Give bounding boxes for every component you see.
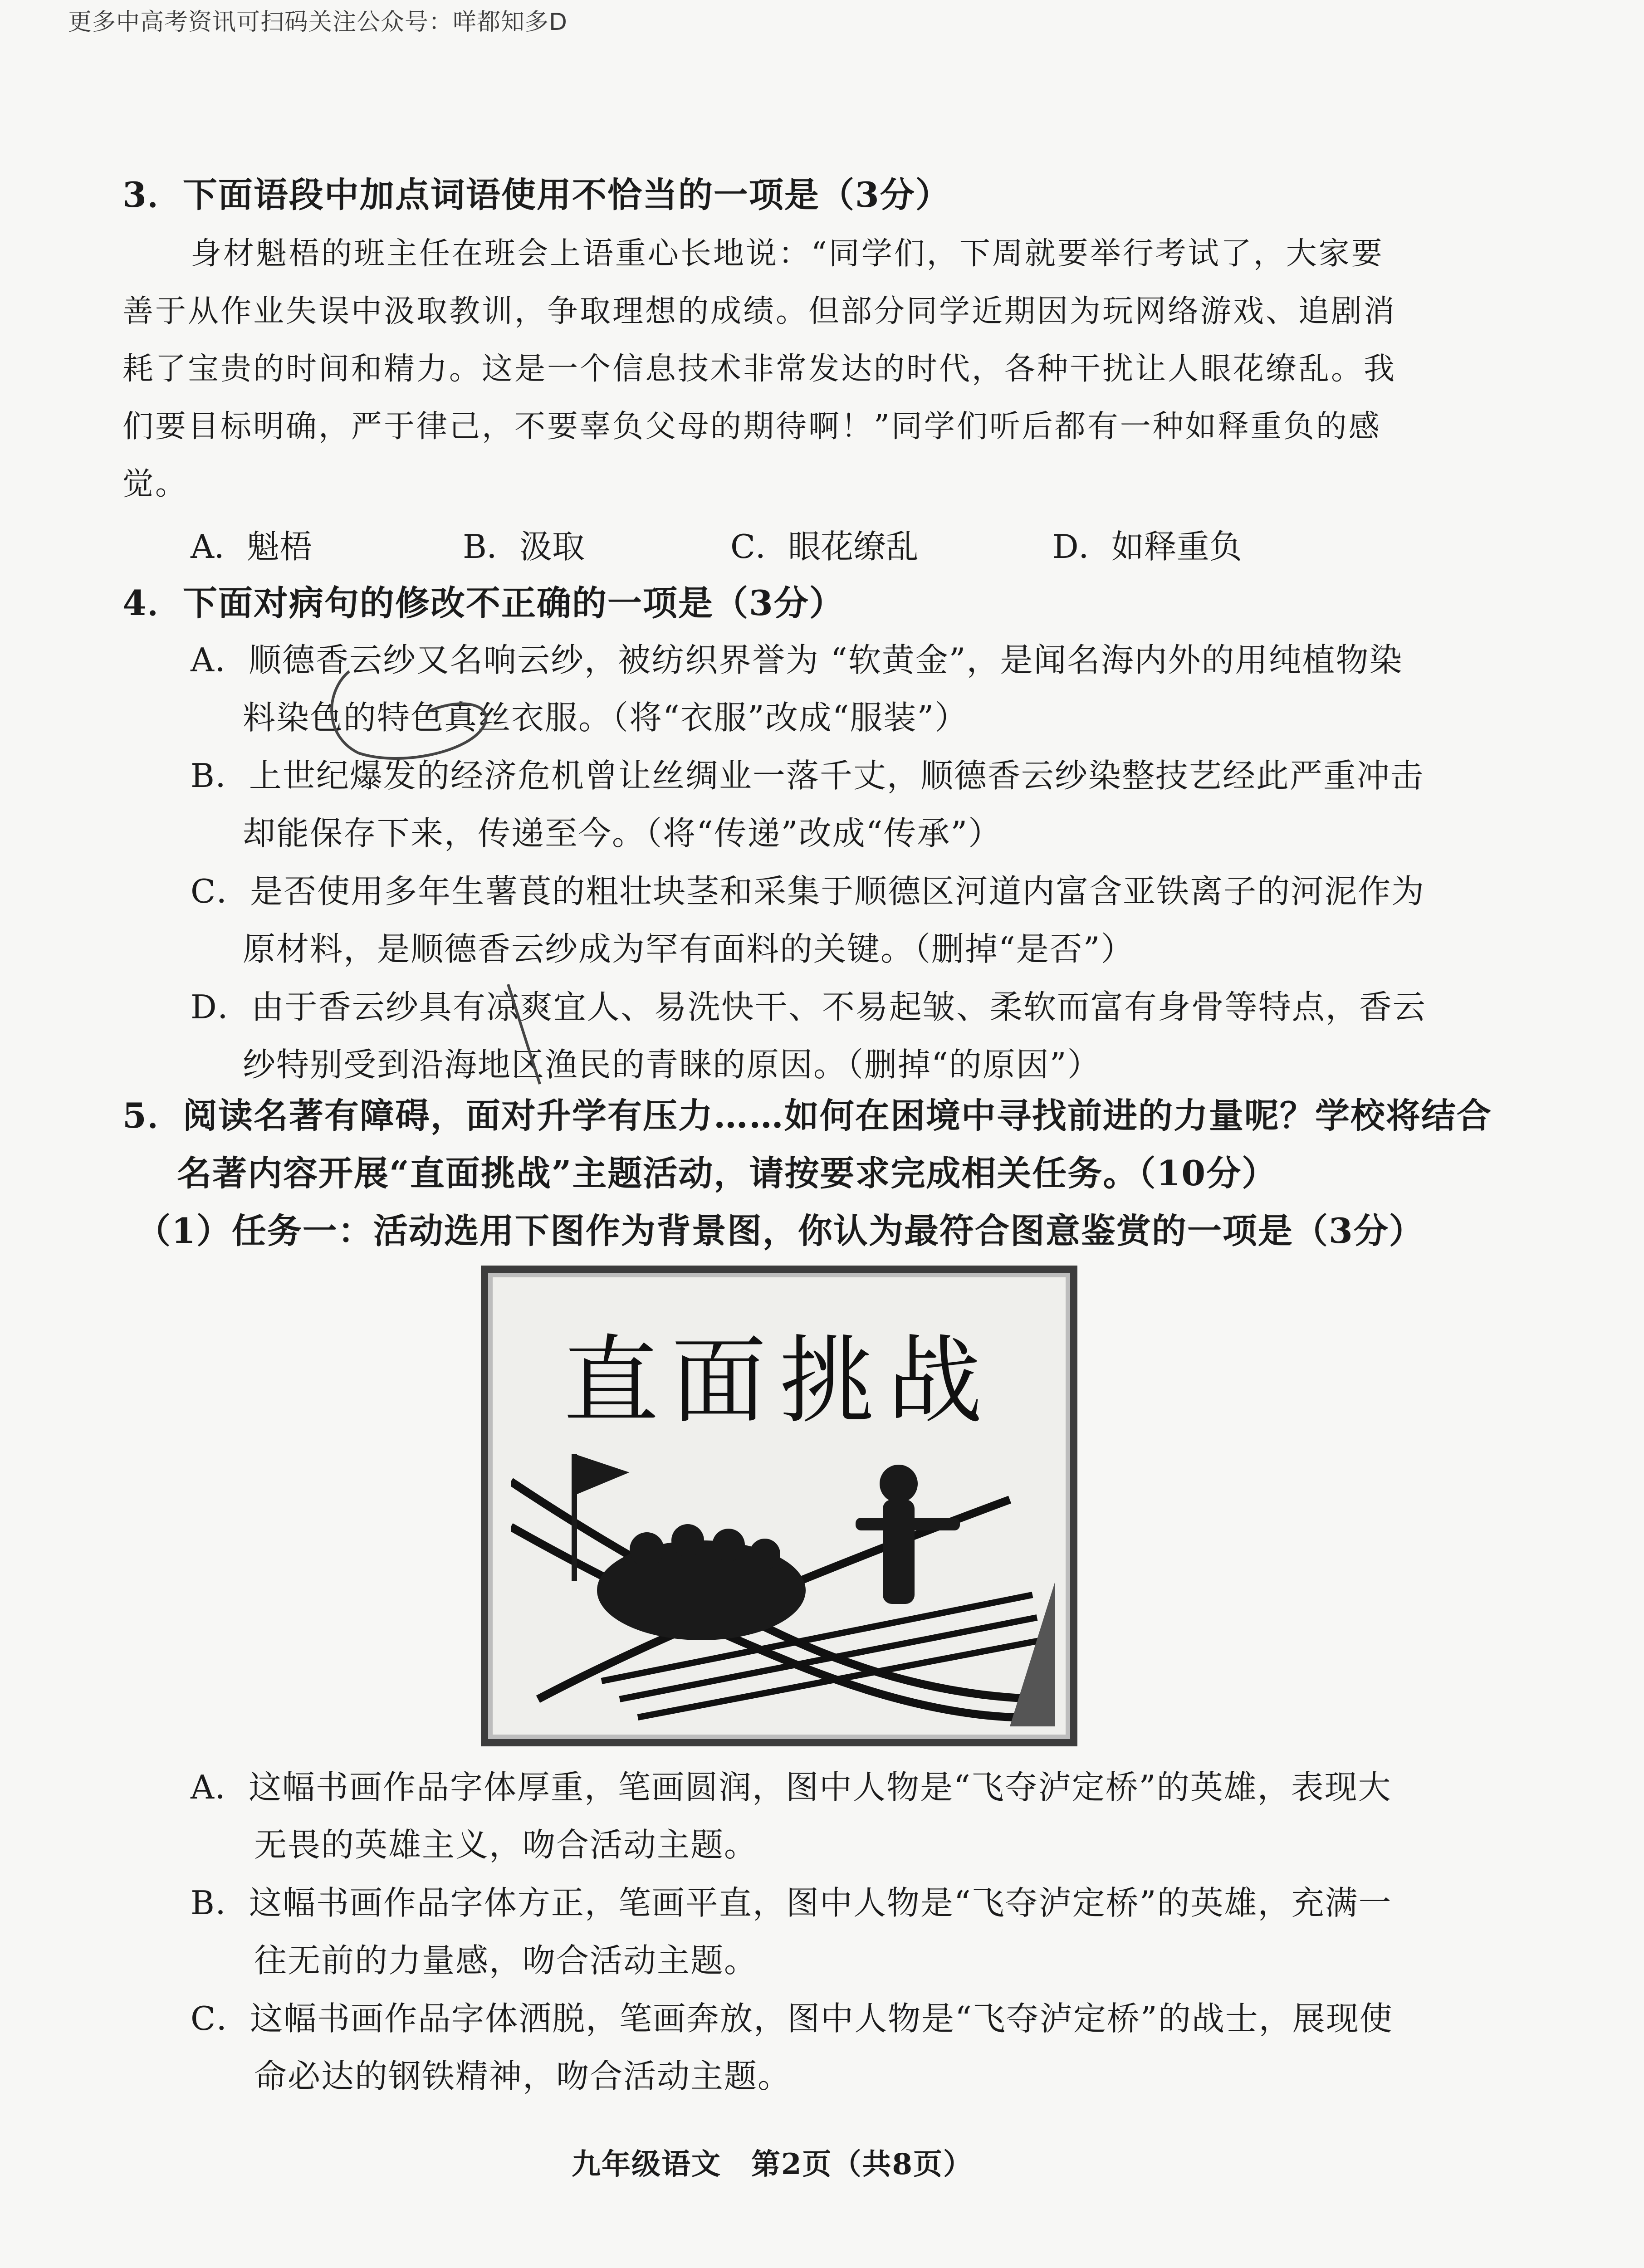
q3-passage-line-3: 耗了宝贵的时间和精力。这是一个信息技术非常发达的时代，各种干扰让人眼花缭乱。我 — [122, 351, 1397, 387]
q3-option-c[interactable]: C．眼花缭乱 — [730, 528, 919, 566]
q5-option-a-line-2: 无畏的英雄主义，吻合活动主题。 — [254, 1826, 758, 1864]
q5-option-b-line-2: 往无前的力量感，吻合活动主题。 — [254, 1941, 758, 1980]
q3-option-b[interactable]: B．汲取 — [463, 528, 585, 566]
luding-bridge-woodcut — [511, 1445, 1055, 1726]
q4-option-b-line-1[interactable]: B．上世纪爆发的经济危机曾让丝绸业一落千丈，顺德香云纱染整技艺经此严重冲击 — [191, 757, 1424, 795]
q3-passage-line-1: 身材魁梧的班主任在班会上语重心长地说：“同学们，下周就要举行考试了，大家要 — [191, 236, 1384, 272]
q5-task1: （1）任务一：活动选用下图作为背景图，你认为最符合图意鉴赏的一项是（3分） — [136, 1211, 1424, 1251]
q4-option-b-line-2: 却能保存下来，传递至今。（将“传递”改成“传承”） — [243, 814, 1002, 852]
q3-passage-line-4: 们要目标明确，严于律己，不要辜负父母的期待啊！”同学们听后都有一种如释重负的感 — [122, 409, 1381, 445]
q4-option-d-line-2: 纱特别受到沿海地区渔民的青睐的原因。（删掉“的原因”） — [243, 1046, 1101, 1084]
q4-option-a-line-2: 料染色的特色真丝衣服。（将“衣服”改成“服装”） — [243, 699, 969, 737]
q5-option-a-line-1[interactable]: A．这幅书画作品字体厚重，笔画圆润，图中人物是“飞夺泸定桥”的英雄，表现大 — [191, 1768, 1392, 1806]
header-watermark: 更多中高考资讯可扫码关注公众号：咩都知多D — [68, 9, 568, 36]
q5-option-c-line-1[interactable]: C．这幅书画作品字体洒脱，笔画奔放，图中人物是“飞夺泸定桥”的战士，展现使 — [191, 1999, 1393, 2038]
q4-option-c-line-2: 原材料，是顺德香云纱成为罕有面料的关键。（删掉“是否”） — [243, 930, 1135, 968]
q3-passage-line-5: 觉。 — [122, 466, 188, 502]
handwritten-slash-mark — [499, 975, 553, 1093]
q3-options — [191, 519, 1551, 574]
figure-title: 直面挑战 — [563, 1325, 995, 1437]
q5-option-c-line-2: 命必达的钢铁精神，吻合活动主题。 — [254, 2057, 792, 2095]
q5-stem-line-2: 名著内容开展“直面挑战”主题活动，请按要求完成相关任务。（10分） — [177, 1153, 1277, 1193]
q4-option-d-line-1[interactable]: D．由于香云纱具有凉爽宜人、易洗快干、不易起皱、柔软而富有身骨等特点，香云 — [191, 988, 1426, 1026]
handwritten-circle-mark — [318, 662, 508, 767]
q3-option-a[interactable]: A．魁梧 — [191, 528, 312, 566]
q3-stem: 3．下面语段中加点词语使用不恰当的一项是（3分） — [122, 175, 951, 215]
q5-stem-line-1: 5．阅读名著有障碍，面对升学有压力……如何在困境中寻找前进的力量呢？学校将结合 — [122, 1095, 1492, 1136]
q3-option-d[interactable]: D．如释重负 — [1052, 528, 1242, 566]
q3-passage-line-2: 善于从作业失误中汲取教训，争取理想的成绩。但部分同学近期因为玩网络游戏、追剧消 — [122, 293, 1397, 329]
q5-option-b-line-1[interactable]: B．这幅书画作品字体方正，笔画平直，图中人物是“飞夺泸定桥”的英雄，充满一 — [191, 1884, 1392, 1922]
page-footer: 九年级语文 第2页（共8页） — [572, 2147, 974, 2181]
challenge-artwork — [481, 1266, 1077, 1746]
q4-option-c-line-1[interactable]: C．是否使用多年生薯莨的粗壮块茎和采集于顺德区河道内富含亚铁离子的河泥作为 — [191, 872, 1425, 910]
q4-option-a-line-1[interactable]: A．顺德香云纱又名响云纱，被纺织界誉为 “软黄金”，是闻名海内外的用纯植物染 — [191, 641, 1403, 679]
q4-stem: 4．下面对病句的修改不正确的一项是（3分） — [122, 583, 845, 623]
